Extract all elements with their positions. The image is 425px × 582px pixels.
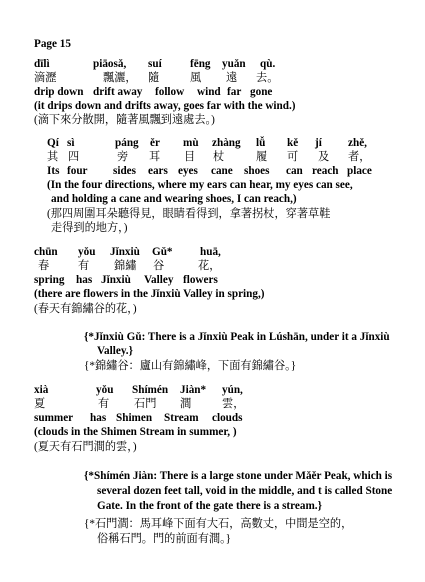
hanzi-word: 目 [184, 151, 196, 163]
translation-line: (In the four directions, where my ears can hear, my eyes can see, [47, 179, 353, 191]
hanzi-word: 雲， [222, 398, 245, 410]
gloss-word: has [76, 274, 93, 286]
hanzi-word: 石門 [134, 398, 157, 410]
footnote-line: {*石門澗：馬耳峰下面有大石，高數丈，中間是空的， [84, 518, 353, 530]
hanzi-word: 可 [287, 151, 299, 163]
pinyin-word: lǚ [256, 137, 266, 149]
pinyin-word: Jiàn* [180, 384, 207, 396]
gloss-word: follow [155, 86, 185, 98]
hanzi-word: 滴瀝 [34, 72, 57, 84]
pinyin-word: Shímén [132, 384, 169, 396]
paraphrase-line: (春天有錦繡谷的花，) [34, 303, 137, 315]
gloss-word: wind [197, 86, 221, 98]
footnote-line: several dozen feet tall, void in the middle, and t is called Stone [97, 485, 393, 497]
paraphrase-line: 走得到的地方，) [51, 222, 128, 234]
gloss-word: has [90, 412, 107, 424]
pinyin-word: yǒu [96, 384, 114, 396]
footnote-line: {*Shímén Jiàn: There is a large stone under Mǎěr Peak, which is [84, 470, 393, 482]
pinyin-word: zhě, [348, 137, 367, 149]
hanzi-word: 其 [47, 151, 59, 163]
pinyin-word: yǒu [78, 246, 96, 258]
gloss-word: drip down [34, 86, 84, 98]
pinyin-word: páng [115, 137, 139, 149]
gloss-word: spring [34, 274, 65, 286]
gloss-word: Jǐnxiù [101, 274, 131, 286]
hanzi-word: 四 [68, 151, 80, 163]
paraphrase-line: (夏天有石門澗的雲，) [34, 441, 137, 453]
footnote-line: Valley.} [97, 345, 134, 357]
gloss-word: reach [312, 165, 339, 177]
hanzi-word: 錦繡 [114, 260, 137, 272]
hanzi-word: 者， [348, 151, 371, 163]
hanzi-word: 夏 [34, 398, 46, 410]
gloss-word: sides [113, 165, 137, 177]
pinyin-word: kě [287, 137, 299, 149]
gloss-word: shoes [244, 165, 270, 177]
pinyin-word: fēng [190, 58, 211, 70]
footnote-line: Gate. In the front of the gate there is a stream.} [97, 500, 323, 512]
gloss-word: Its [47, 165, 60, 177]
hanzi-word: 及 [318, 151, 330, 163]
gloss-word: summer [34, 412, 74, 424]
pinyin-word: zhàng [212, 137, 241, 149]
translation-line: (there are flowers in the Jǐnxiù Valley in spring,) [34, 288, 265, 300]
pinyin-word: chūn [34, 246, 58, 258]
pinyin-word: huā, [200, 246, 221, 258]
pinyin-word: xià [34, 384, 49, 396]
pinyin-word: sì [67, 137, 75, 149]
page-label: Page 15 [34, 38, 71, 50]
pinyin-word: mù [183, 137, 199, 149]
hanzi-word: 春 [38, 260, 50, 272]
gloss-word: Stream [164, 412, 199, 424]
pinyin-word: piāosǎ, [93, 58, 127, 70]
hanzi-word: 澗 [180, 398, 192, 410]
gloss-word: Shimen [116, 412, 153, 424]
footnote-line: {*錦繡谷：廬山有錦繡峰，下面有錦繡谷。} [84, 360, 297, 372]
gloss-word: can [286, 165, 303, 177]
pinyin-word: Qí [47, 137, 59, 149]
hanzi-word: 飄灑， [103, 72, 137, 84]
pinyin-word: qù. [260, 58, 276, 70]
hanzi-word: 谷 [153, 260, 165, 272]
gloss-word: flowers [183, 274, 218, 286]
hanzi-word: 風 [190, 72, 202, 84]
hanzi-word: 有 [98, 398, 110, 410]
hanzi-word: 遠 [226, 72, 238, 84]
pinyin-word: dīlì [34, 58, 50, 70]
hanzi-word: 去。 [256, 72, 279, 84]
gloss-word: drift away [93, 86, 143, 98]
gloss-word: cane [211, 165, 233, 177]
pinyin-word: suí [148, 58, 162, 70]
hanzi-word: 花， [198, 260, 221, 272]
paraphrase-line: (那四周圍耳朵聽得見，眼睛看得到，拿著拐杖，穿著草鞋 [47, 208, 331, 220]
pinyin-word: Gǔ* [152, 246, 173, 258]
footnote-line: {*Jǐnxiù Gǔ: There is a Jǐnxiù Peak in Lúshān, under it a Jǐnxiù [84, 331, 390, 343]
paraphrase-line: (滴下來分散開，隨著風飄到遠處去。) [34, 114, 215, 126]
gloss-word: place [347, 165, 372, 177]
hanzi-word: 杖 [213, 151, 225, 163]
translation-line: (clouds in the Shimen Stream in summer, ) [34, 426, 237, 438]
hanzi-word: 隨 [148, 72, 160, 84]
pinyin-word: ěr [150, 137, 160, 149]
gloss-word: gone [250, 86, 273, 98]
gloss-word: clouds [212, 412, 243, 424]
gloss-word: far [227, 86, 242, 98]
gloss-word: four [67, 165, 88, 177]
translation-line: (it drips down and drifts away, goes far with the wind.) [34, 100, 296, 112]
pinyin-word: Jǐnxiù [110, 246, 140, 258]
footnote-line: 俗稱石門。門的前面有澗。} [97, 533, 232, 545]
pinyin-word: yún, [222, 384, 243, 396]
translation-line: and holding a cane and wearing shoes, I can reach,) [51, 193, 297, 205]
hanzi-word: 有 [78, 260, 90, 272]
pinyin-word: jí [315, 137, 322, 149]
hanzi-word: 履 [256, 151, 268, 163]
hanzi-word: 旁 [117, 151, 129, 163]
gloss-word: Valley [144, 274, 174, 286]
pinyin-word: yuǎn [222, 58, 246, 70]
gloss-word: ears [148, 165, 168, 177]
hanzi-word: 耳 [149, 151, 161, 163]
gloss-word: eyes [178, 165, 198, 177]
